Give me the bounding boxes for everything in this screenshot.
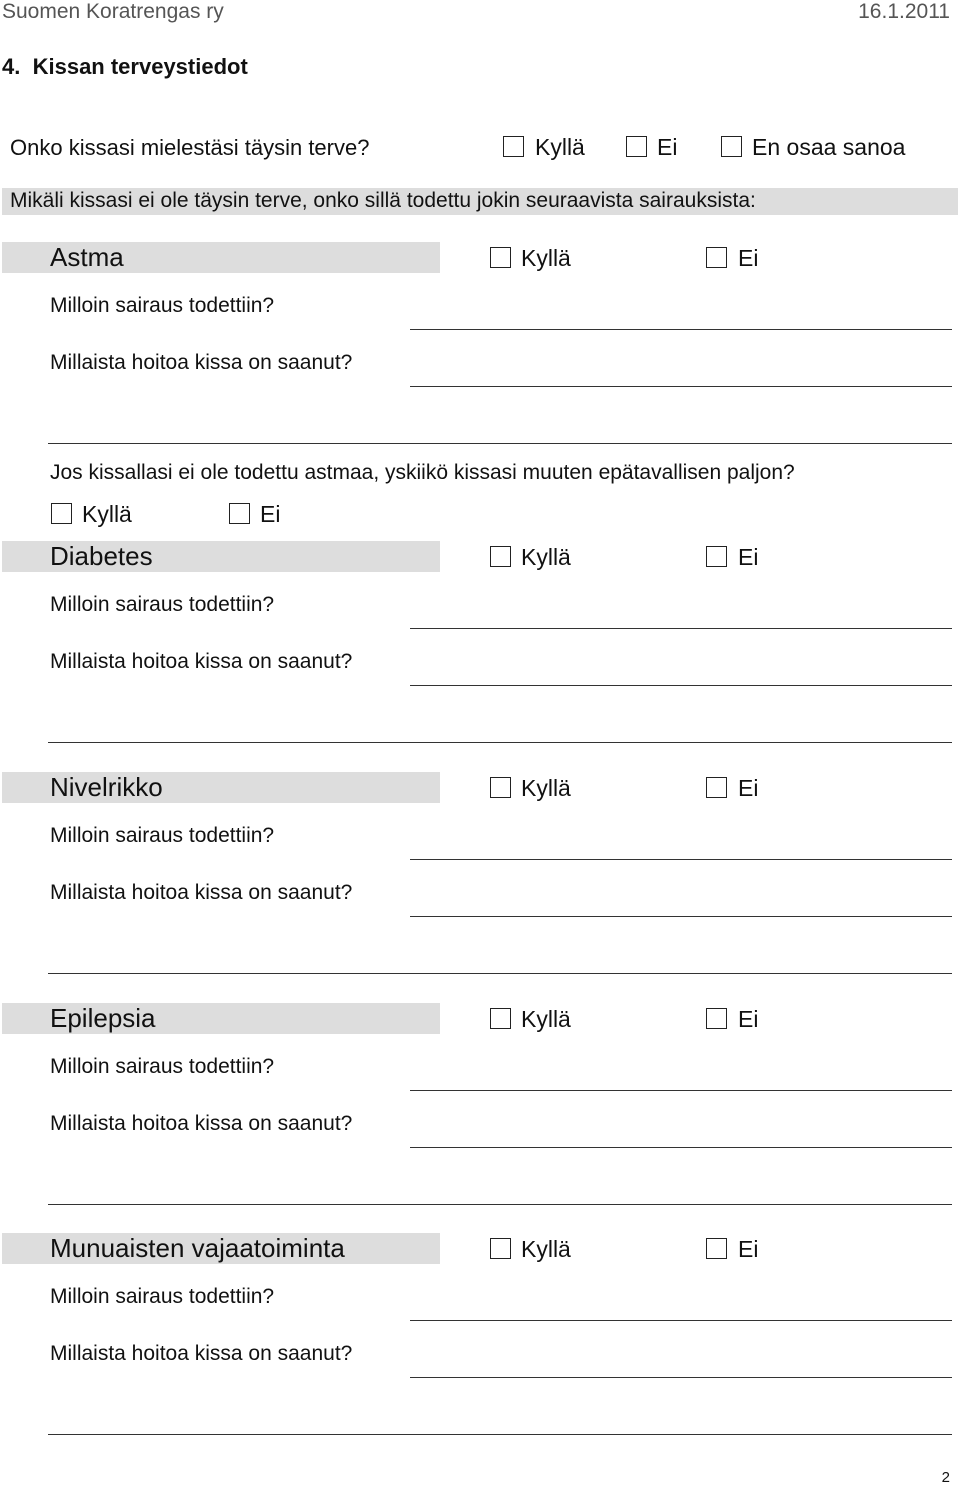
when-diagnosed-answer-line[interactable] [410, 628, 952, 629]
when-diagnosed-label: Milloin sairaus todettiin? [50, 1055, 275, 1078]
cough-no-checkbox[interactable] [229, 503, 250, 524]
treatment-answer-line[interactable] [410, 1147, 952, 1148]
disease-yes-label: Kyllä [521, 245, 571, 271]
disease-name: Astma [50, 242, 124, 272]
disease-yes-label: Kyllä [521, 1006, 571, 1032]
page-number: 2 [941, 1469, 950, 1486]
general-no-label: Ei [657, 134, 678, 160]
treatment-answer-line-2[interactable] [48, 973, 952, 974]
disease-yes-checkbox[interactable] [490, 1008, 511, 1029]
general-yes-label: Kyllä [535, 134, 585, 160]
treatment-label: Millaista hoitoa kissa on saanut? [50, 650, 353, 673]
disease-yes-label: Kyllä [521, 544, 571, 570]
disease-yes-label: Kyllä [521, 1236, 571, 1262]
general-health-question: Onko kissasi mielestäsi täysin terve? [10, 135, 370, 160]
treatment-answer-line[interactable] [410, 916, 952, 917]
treatment-answer-line-2[interactable] [48, 742, 952, 743]
disease-no-label: Ei [738, 245, 759, 271]
treatment-answer-line[interactable] [410, 386, 952, 387]
disease-yes-checkbox[interactable] [490, 1238, 511, 1259]
disease-name: Nivelrikko [50, 772, 163, 802]
disease-no-checkbox[interactable] [706, 247, 727, 268]
section-title [2, 54, 248, 80]
disease-yes-checkbox[interactable] [490, 546, 511, 567]
intro-text: Mikäli kissasi ei ole täysin terve, onko sillä todettu jokin seuraavista sairauksista: [10, 189, 756, 212]
treatment-answer-line-2[interactable] [48, 443, 952, 444]
when-diagnosed-label: Milloin sairaus todettiin? [50, 294, 275, 317]
disease-no-label: Ei [738, 775, 759, 801]
disease-yes-checkbox[interactable] [490, 247, 511, 268]
when-diagnosed-label: Milloin sairaus todettiin? [50, 824, 275, 847]
treatment-answer-line-2[interactable] [48, 1434, 952, 1435]
section-title-text: Kissan terveystiedot [32, 54, 248, 79]
section-number: 4. [2, 54, 21, 79]
when-diagnosed-answer-line[interactable] [410, 1090, 952, 1091]
header-date: 16.1.2011 [858, 0, 950, 23]
cough-yes-checkbox[interactable] [51, 503, 72, 524]
disease-name: Epilepsia [50, 1003, 156, 1033]
disease-no-checkbox[interactable] [706, 546, 727, 567]
when-diagnosed-answer-line[interactable] [410, 859, 952, 860]
treatment-label: Millaista hoitoa kissa on saanut? [50, 1112, 353, 1135]
disease-no-checkbox[interactable] [706, 1238, 727, 1259]
disease-yes-checkbox[interactable] [490, 777, 511, 798]
disease-no-checkbox[interactable] [706, 777, 727, 798]
treatment-answer-line-2[interactable] [48, 1204, 952, 1205]
when-diagnosed-label: Milloin sairaus todettiin? [50, 593, 275, 616]
cough-question: Jos kissallasi ei ole todettu astmaa, yskiikö kissasi muuten epätavallisen paljon? [50, 461, 795, 484]
disease-no-label: Ei [738, 1236, 759, 1262]
when-diagnosed-answer-line[interactable] [410, 1320, 952, 1321]
treatment-label: Millaista hoitoa kissa on saanut? [50, 881, 353, 904]
treatment-answer-line[interactable] [410, 1377, 952, 1378]
treatment-label: Millaista hoitoa kissa on saanut? [50, 351, 353, 374]
general-no-checkbox[interactable] [626, 136, 647, 157]
disease-no-checkbox[interactable] [706, 1008, 727, 1029]
general-unsure-checkbox[interactable] [721, 136, 742, 157]
disease-no-label: Ei [738, 1006, 759, 1032]
disease-no-label: Ei [738, 544, 759, 570]
treatment-label: Millaista hoitoa kissa on saanut? [50, 1342, 353, 1365]
disease-name: Munuaisten vajaatoiminta [50, 1233, 345, 1263]
disease-yes-label: Kyllä [521, 775, 571, 801]
general-yes-checkbox[interactable] [503, 136, 524, 157]
cough-yes-label: Kyllä [82, 501, 132, 527]
cough-no-label: Ei [260, 501, 281, 527]
treatment-answer-line[interactable] [410, 685, 952, 686]
general-unsure-label: En osaa sanoa [752, 134, 906, 160]
when-diagnosed-label: Milloin sairaus todettiin? [50, 1285, 275, 1308]
header-org: Suomen Koratrengas ry [2, 0, 224, 23]
when-diagnosed-answer-line[interactable] [410, 329, 952, 330]
disease-name: Diabetes [50, 541, 153, 571]
